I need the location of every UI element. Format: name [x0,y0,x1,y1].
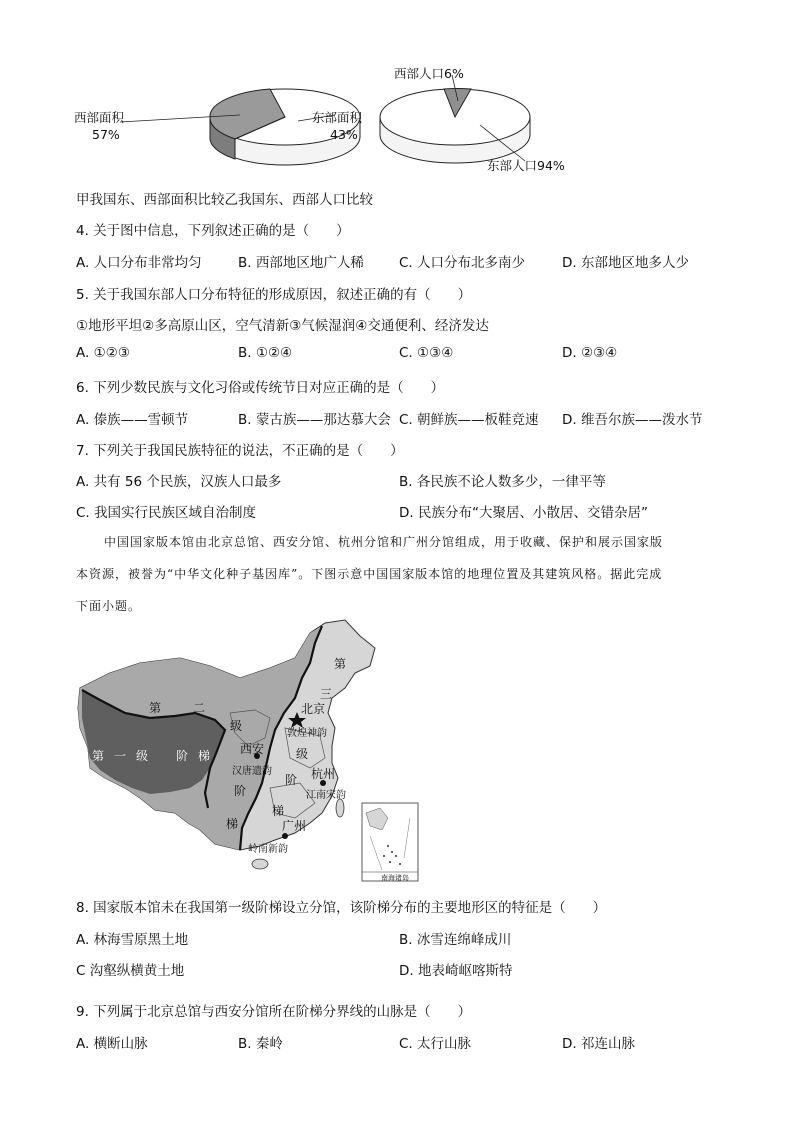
tier2-label-4: 阶 [234,784,247,798]
style-hangzhou: 江南宋韵 [306,790,346,801]
style-beijing: 敦煌神韵 [287,728,327,739]
inset-label: 南海诸岛 [381,874,409,882]
tier2-label-1: 第 [149,701,162,715]
q8-option-c: C 沟壑纵横黄土地 [76,963,185,979]
q5-option-c: C. ①③④ [399,345,454,361]
passage-line-2: 本资源，被誉为“中华文化种子基因库”。下图示意中国国家版本馆的地理位置及其建筑风格。据此完成 [76,567,663,581]
pie-area-east-pct: 43% [330,127,358,142]
tier1-label-5: 梯 [198,749,211,763]
q8-stem: 8. 国家版本馆未在我国第一级阶梯设立分馆，该阶梯分布的主要地形区的特征是（ ） [76,900,607,916]
south-china-sea-inset [362,803,418,881]
q4-option-a: A. 人口分布非常均匀 [76,255,202,271]
tier3-label-3: 级 [296,747,309,761]
style-guangzhou: 岭南新韵 [248,844,288,855]
q6-stem: 6. 下列少数民族与文化习俗或传统节日对应正确的是（ ） [76,380,445,396]
q5-choices: ①地形平坦②多高原山区，空气清新③气候湿润④交通便利、经济发达 [76,318,489,334]
pie-population [380,75,530,163]
q6-option-d: D. 维吾尔族——泼水节 [562,412,703,428]
city-guangzhou: 广州 [282,819,307,833]
tier1-label-2: 一 [114,749,127,763]
q7-option-c: C. 我国实行民族区域自治制度 [76,505,257,521]
q7-stem: 7. 下列关于我国民族特征的说法，不正确的是（ ） [76,443,404,459]
city-xian: 西安 [240,742,265,756]
q5-stem: 5. 关于我国东部人口分布特征的形成原因，叙述正确的有（ ） [76,287,472,303]
pie-area-east-label: 东部面积 [312,110,363,125]
tier2-label-3: 级 [230,719,243,733]
tier3-label-1: 第 [334,657,347,671]
q4-option-c: C. 人口分布北多南少 [399,255,526,271]
q4-option-d: D. 东部地区地多人少 [562,255,689,271]
tier1-label-1: 第 [92,749,105,763]
tier3-label-5: 梯 [272,804,285,818]
q7-option-d: D. 民族分布“大聚居、小散居、交错杂居” [399,505,648,521]
pie-population-east-label: 东部人口94% [487,158,565,173]
q8-option-b: B. 冰雪连绵峰成川 [399,932,512,948]
pie-population-west-label: 西部人口6% [394,66,464,81]
q5-option-b: B. ①②④ [238,345,293,361]
q9-option-a: A. 横断山脉 [76,1036,148,1052]
q6-option-a: A. 傣族——雪顿节 [76,412,189,428]
passage-line-1: 中国国家版本馆由北京总馆、西安分馆、杭州分馆和广州分馆组成，用于收藏、保护和展示国家版 [104,535,664,549]
tier3-label-2: 三 [320,687,333,701]
q7-option-a: A. 共有 56 个民族，汉族人口最多 [76,474,282,490]
q4-stem: 4. 关于图中信息，下列叙述正确的是（ ） [76,223,350,239]
passage-line-3: 下面小题。 [76,599,142,613]
q5-option-a: A. ①②③ [76,345,130,361]
pie-area-west-pct: 57% [92,127,120,142]
city-hangzhou: 杭州 [311,767,336,781]
style-xian: 汉唐遗韵 [232,766,272,777]
tier3-label-4: 阶 [285,773,298,787]
city-beijing: 北京 [301,702,326,716]
q6-option-c: C. 朝鲜族——板鞋竞速 [399,412,539,428]
q8-option-a: A. 林海雪原黑土地 [76,932,189,948]
tier1-label-4: 阶 [176,749,189,763]
tier2-label-2: 二 [193,701,206,715]
q6-option-b: B. 蒙古族——那达慕大会 [238,412,391,428]
q8-option-d: D. 地表崎岖喀斯特 [399,963,513,979]
q9-option-c: C. 太行山脉 [399,1036,472,1052]
q9-option-d: D. 祁连山脉 [562,1036,635,1052]
q9-option-b: B. 秦岭 [238,1036,283,1052]
pie-area-west-label: 西部面积 [74,110,125,125]
figure-caption: 甲我国东、西部面积比较乙我国东、西部人口比较 [76,192,373,208]
q7-option-b: B. 各民族不论人数多少，一律平等 [399,474,606,490]
q9-stem: 9. 下列属于北京总馆与西安分馆所在阶梯分界线的山脉是（ ） [76,1004,472,1020]
tier2-label-5: 梯 [226,817,239,831]
tier1-label-3: 级 [136,749,149,763]
q5-option-d: D. ②③④ [562,345,618,361]
pie-area [120,89,363,165]
q4-option-b: B. 西部地区地广人稀 [238,255,364,271]
